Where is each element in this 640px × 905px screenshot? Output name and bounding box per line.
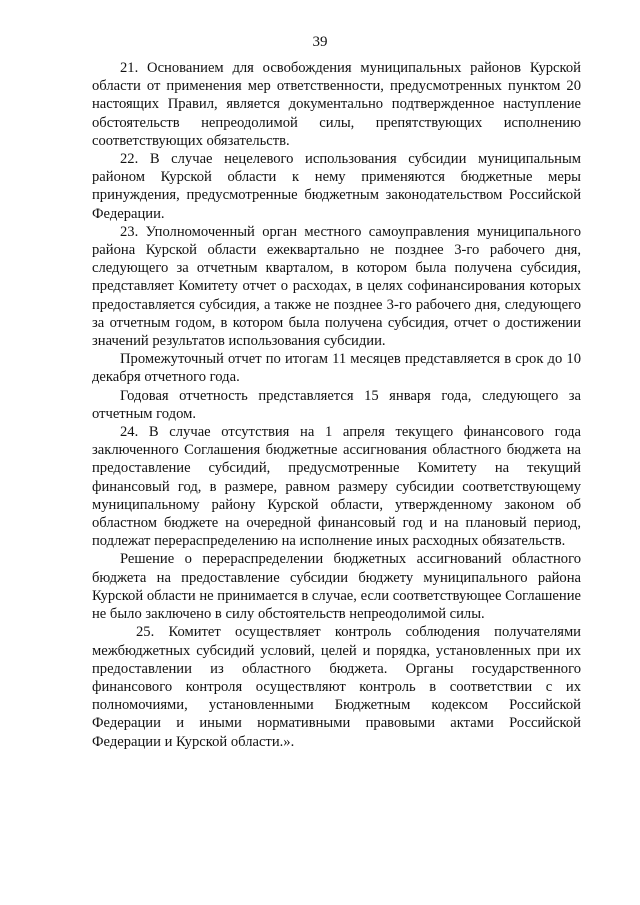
document-body [92, 59, 581, 751]
paragraph-25: 25. Комитет осуществляет контроль соблюдения получателями межбюджетных субсидий условий, целей и порядка, установленных при их предоставлении из областного бюджета. Органы государственного финансового контроля осуществляют контроль в соответствии с их полномочиями, установленными Бюджетным кодексом Российской Федерации и иными нормативными правовыми актами Российской Федерации и Курской области.». [92, 624, 581, 750]
paragraph-24: 24. В случае отсутствия на 1 апреля текущего финансового года заключенного Соглашения бюджетные ассигнования областного бюджета на предоставление субсидий, предусмотренные Комитету на текущий финансовый год, в размере, равном размеру субсидии соответствующему муниципальному району Курской области, утвержденному законом об областном бюджете на очередной финансовый год и на плановый период, подлежат перераспределению на исполнение иных расходных обязательств. [92, 424, 581, 550]
paragraph-interim-report: Промежуточный отчет по итогам 11 месяцев представляется в срок до 10 декабря отчетного года. [92, 351, 581, 386]
paragraph-22: 22. В случае нецелевого использования субсидии муниципальным районом Курской области к нему применяются бюджетные меры принуждения, предусмотренные бюджетным законодательством Российской Федерации. [92, 151, 581, 222]
paragraph-annual-report: Годовая отчетность представляется 15 января года, следующего за отчетным годом. [92, 387, 581, 422]
page-number: 39 [312, 34, 328, 50]
paragraph-reallocation-decision: Решение о перераспределении бюджетных ассигнований областного бюджета на предоставление субсидии бюджету муниципального района Курской области не принимается в случае, если соответствующее Соглашение не было заключено в силу обстоятельств непреодолимой силы. [92, 551, 581, 623]
paragraph-21: 21. Основанием для освобождения муниципальных районов Курской области от применения мер ответственности, предусмотренных пунктом 20 настоящих Правил, является документально подтвержденное наступление обстоятельств непреодолимой силы, препятствующих исполнению соответствующих обязательств. [92, 60, 581, 149]
paragraph-23: 23. Уполномоченный орган местного самоуправления муниципального района Курской области ежеквартально не позднее 3-го рабочего дня, следующего за отчетным кварталом, в котором была получена субсидия, представляет Комитету отчет о расходах, в целях софинансирования которых предоставляется субсидия, а также не позднее 3-го рабочего дня, следующего за отчетным годом, в котором была получена субсидия, отчет о достижении значений результатов использования субсидии. [92, 223, 581, 350]
